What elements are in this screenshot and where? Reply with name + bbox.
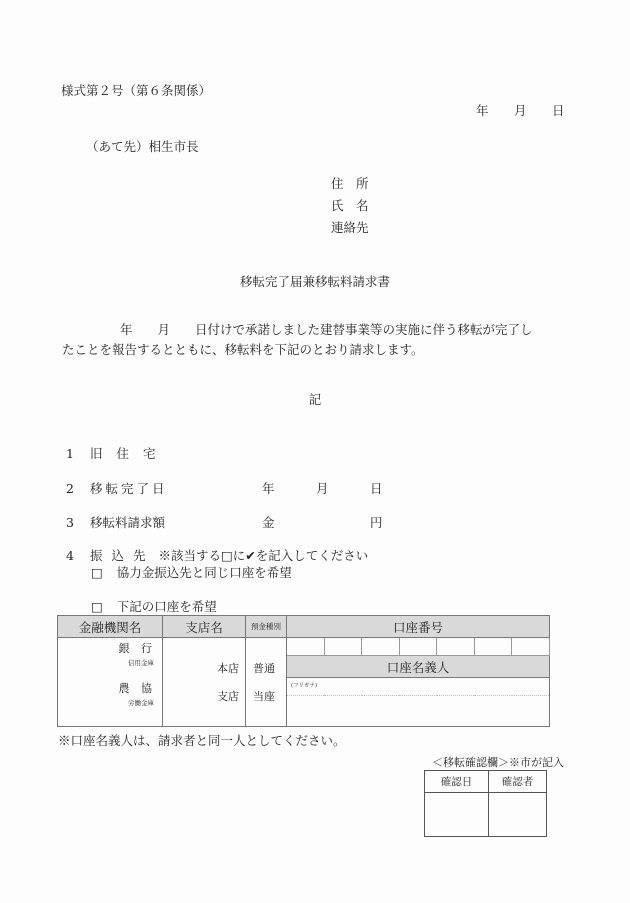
body-paragraph: [62, 320, 577, 360]
ki-heading: 記: [308, 392, 322, 407]
item-transfer-destination: [66, 546, 368, 564]
furigana-field[interactable]: (フリガナ): [287, 678, 550, 696]
amount-suffix-yen: 円: [370, 515, 383, 530]
confirmation-date-field[interactable]: [425, 793, 489, 837]
institution-rokin: 労働金庫: [128, 699, 154, 707]
item-former-residence: [66, 444, 170, 462]
applicant-name-label: 氏 名: [331, 198, 369, 213]
submission-date: [476, 101, 565, 119]
checkbox-icon[interactable]: □: [91, 565, 103, 580]
date-day-label: 日: [552, 103, 565, 118]
confirmation-label: ＜移転確認欄＞※市が記入: [432, 756, 564, 769]
body-line-2: たことを報告するとともに、移転料を下記のとおり請求します。: [62, 342, 424, 357]
addressee: （あて先）相生市長: [86, 139, 199, 154]
option-label: 下記の口座を希望: [116, 599, 217, 614]
item-label: 振込先: [90, 548, 155, 563]
amount-prefix: 金: [262, 515, 275, 530]
institution-name-cell[interactable]: [58, 638, 163, 727]
applicant-address-label: 住 所: [331, 176, 369, 191]
form-number: 様式第２号（第６条関係）: [61, 83, 212, 98]
header-account-holder: 口座名義人: [287, 656, 550, 678]
item-instruction: ※該当する□に✔を記入してください: [158, 548, 369, 563]
confirmer-field[interactable]: [489, 793, 547, 837]
completion-day-label: 日: [370, 481, 383, 496]
item-claim-amount: [66, 513, 165, 531]
header-confirmation-date: 確認日: [425, 771, 489, 793]
header-deposit-type: 預金種別: [246, 616, 287, 638]
institution-bank: 銀 行: [118, 642, 156, 655]
date-year-label: 年: [476, 103, 489, 118]
account-digit-4[interactable]: [399, 638, 437, 656]
item-number: 3: [66, 515, 74, 530]
applicant-contact-label: 連絡先: [331, 220, 369, 235]
completion-year-label: 年: [262, 481, 275, 496]
account-holder-name-field[interactable]: [287, 696, 550, 727]
branch-main: 本店: [217, 662, 239, 675]
date-month-label: 月: [514, 103, 527, 118]
item-label: 移転料請求額: [90, 515, 166, 530]
checkbox-icon[interactable]: □: [91, 599, 103, 614]
account-digit-1[interactable]: [287, 638, 325, 656]
deposit-type-cell[interactable]: [246, 638, 287, 727]
account-digit-3[interactable]: [362, 638, 400, 656]
branch-name-cell[interactable]: [163, 638, 246, 727]
deposit-ordinary: 普通: [253, 662, 275, 675]
option-following-account[interactable]: [91, 597, 217, 615]
account-digit-5[interactable]: [437, 638, 475, 656]
document-title: 移転完了届兼移転料請求書: [239, 274, 390, 289]
account-digit-7[interactable]: [512, 638, 550, 656]
item-number: 4: [66, 548, 74, 563]
completion-month-label: 月: [316, 481, 329, 496]
option-same-account[interactable]: [91, 563, 292, 581]
institution-shinkin: 信用金庫: [128, 659, 154, 667]
header-confirmer: 確認者: [489, 771, 547, 793]
item-number: 1: [66, 446, 74, 461]
account-holder-note: ※口座名義人は、請求者と同一人としてください。: [58, 733, 346, 748]
institution-nokyo: 農 協: [118, 682, 156, 695]
bank-account-table: [57, 615, 550, 727]
account-digit-6[interactable]: [474, 638, 512, 656]
header-branch-name: 支店名: [163, 616, 246, 638]
confirmation-table: [424, 770, 547, 837]
option-label: 協力金振込先と同じ口座を希望: [116, 565, 292, 580]
deposit-current: 当座: [253, 690, 275, 703]
body-line-1: 年 月 日付けで承諾しました建替事業等の実施に伴う移転が完了し: [120, 322, 533, 337]
header-institution-name: 金融機関名: [58, 616, 163, 638]
item-completion-date: [66, 479, 168, 497]
item-label: 旧住宅: [90, 446, 170, 461]
branch-branch: 支店: [217, 690, 239, 703]
account-digit-2[interactable]: [324, 638, 362, 656]
header-account-number: 口座番号: [287, 616, 550, 638]
item-label: 移転完了日: [90, 481, 168, 496]
item-number: 2: [66, 481, 74, 496]
